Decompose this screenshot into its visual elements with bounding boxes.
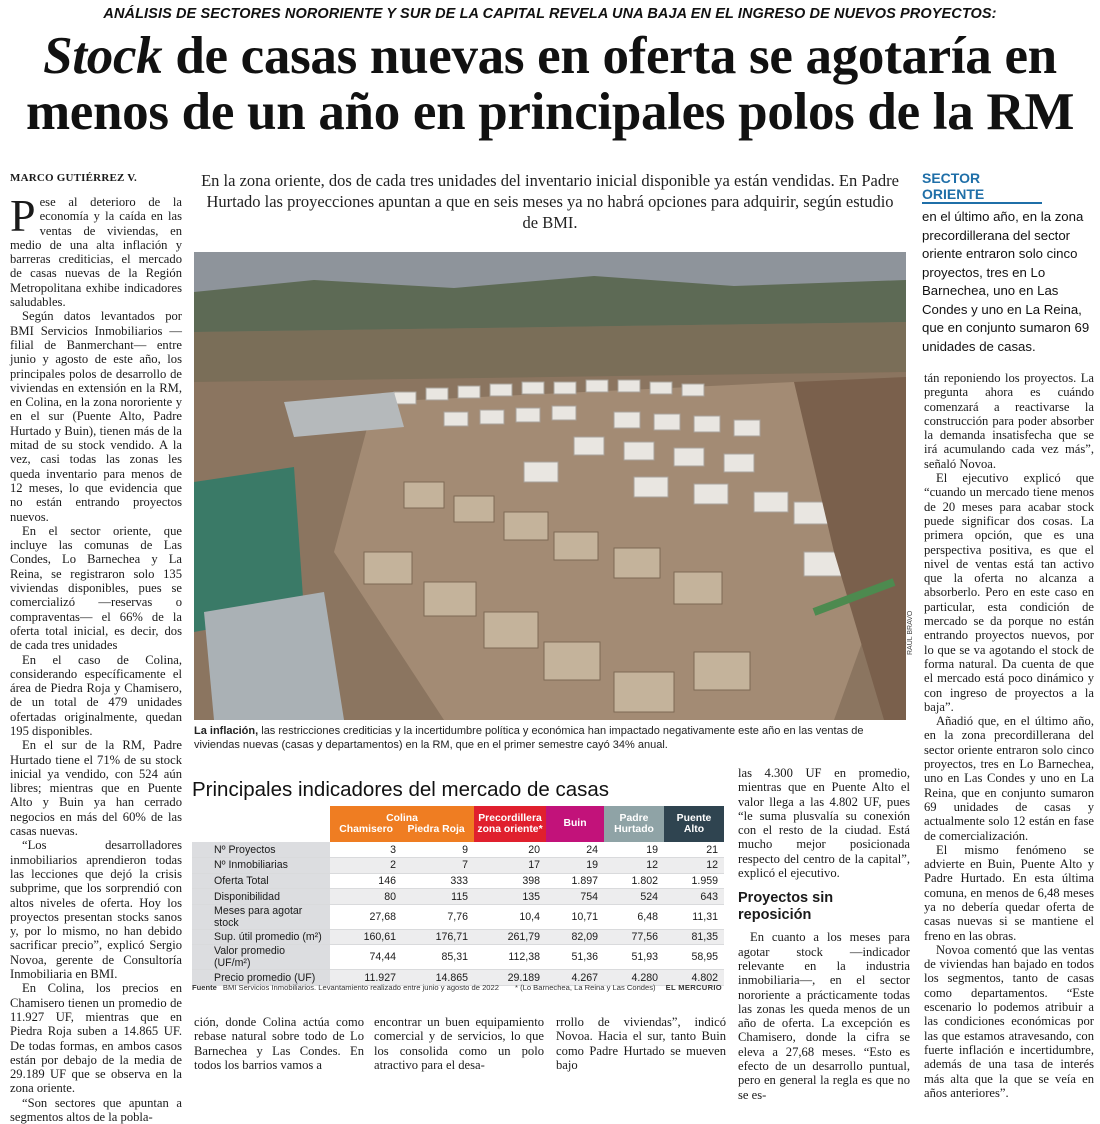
table-cell: 10,71 xyxy=(546,904,604,929)
paragraph: Según datos levantados por BMI Servicios Inmobiliarios —filial de Banmerchant— entre junio y agosto de este año, los principales polos de desarrollo de viviendas en extensión en la RM, en Colina, en la zona nororiente y en el sur (Puente Alto, Padre Hurtado y Buin), tienen más de la mitad de su stock vendido. A la vez, casi todas las zonas les queda inventario para menos de 12 meses, lo que evidencia que no están entrando proyectos nuevos. xyxy=(10,309,182,524)
table-row xyxy=(192,842,724,858)
table-cell: 21 xyxy=(664,842,724,858)
aerial-photo xyxy=(194,252,906,720)
headline xyxy=(0,28,1100,140)
table-cell: 85,31 xyxy=(402,945,474,970)
source-label: Fuente xyxy=(192,983,217,992)
table-cell: 160,61 xyxy=(330,929,402,945)
header-label: Chamisero xyxy=(339,824,393,835)
header-cell xyxy=(330,806,474,842)
bottom-column-c: rrollo de viviendas”, indicó Novoa. Hacia el sur, tanto Buin como Padre Hurtado se mueven bajo xyxy=(556,1015,726,1072)
table-cell: 261,79 xyxy=(474,929,546,945)
table-cell: 2 xyxy=(330,858,402,874)
table-cell: 17 xyxy=(474,858,546,874)
table-source xyxy=(192,983,722,992)
table-cell: 176,71 xyxy=(402,929,474,945)
sidebar-title: SECTOR ORIENTE xyxy=(922,170,1042,204)
paragraph: En el sector oriente, que incluye las comunas de Las Condes, Lo Barnechea y La Reina, se registraron solo 135 viviendas disponibles, pues se comercializó —reservas o compraventas— el 66% de la oferta total inicial, es decir, dos de cada tres unidades xyxy=(10,523,182,653)
table-cell: 12 xyxy=(664,858,724,874)
header-group: Colina xyxy=(386,812,418,824)
table-row xyxy=(192,858,724,874)
table-cell: 398 xyxy=(474,873,546,889)
paragraph: “Son sectores que apuntan a segmentos altos de la pobla- xyxy=(10,1095,182,1124)
table-cell: 51,93 xyxy=(604,945,664,970)
paragraph: El mismo fenómeno se advierte en Buin, Puente Alto y Padre Hurtado. En esta última comuna, en menos de 6,48 meses ya no debería quedar oferta de casas nuevas si se mantiene el freno en las obras. xyxy=(924,842,1094,943)
table-cell: 115 xyxy=(402,889,474,905)
row-label: Disponibilidad xyxy=(192,889,330,905)
table-cell: 14.865 xyxy=(402,970,474,986)
paragraph: Añadió que, en el último año, en la zona precordillerana del sector oriente entraron solo cinco proyectos, tres en Lo Barnechea, uno en Las Condes y uno en La Reina, que en conjunto sumaron 69 unidades de casas y actualmente solo 12 están en fase de comercialización. xyxy=(924,714,1094,843)
table-cell: 112,38 xyxy=(474,945,546,970)
table-cell: 146 xyxy=(330,873,402,889)
sidebar-box xyxy=(922,170,1090,356)
article-column-1 xyxy=(10,190,182,1124)
table-cell: 1.897 xyxy=(546,873,604,889)
table-row xyxy=(192,889,724,905)
table-cell: 29.189 xyxy=(474,970,546,986)
table-cell: 524 xyxy=(604,889,664,905)
table-cell: 27,68 xyxy=(330,904,402,929)
headline-italic: Stock xyxy=(43,27,163,85)
paragraph xyxy=(10,190,182,310)
table-cell: 1.802 xyxy=(604,873,664,889)
paragraph: En el caso de Colina, considerando específicamente el área de Piedra Roja y Chamisero, de un total de 479 unidades ofertadas originalmente, quedan 195 disponibles. xyxy=(10,652,182,738)
row-label: Oferta Total xyxy=(192,873,330,889)
paragraph: En cuanto a los meses para agotar stock —indicador relevante en la industria inmobiliaria—, en el sector nororiente a prácticamente todas las zonas les queda menos de un año de oferta. La excepción es Chamisero, donde la cifra se eleva a 27,68 meses. “Esto es efecto de un desarrollo puntual, pero en general la regla es que no se es- xyxy=(738,930,910,1102)
row-label: Precio promedio (UF) xyxy=(192,970,330,986)
brand: EL MERCURIO xyxy=(665,983,722,992)
table-row xyxy=(192,904,724,929)
table-cell: 81,35 xyxy=(664,929,724,945)
caption-text: las restricciones crediticias y la incertidumbre política y económica han impactado negativamente este año en las ventas de viviendas nuevas (casas y departamentos) en la RM, que en el primer semestre cayó 34% anual. xyxy=(194,725,864,751)
header-cell: Puente Alto xyxy=(664,806,724,842)
table-cell: 7 xyxy=(402,858,474,874)
table-header-row xyxy=(192,806,724,842)
article-column-right xyxy=(924,371,1094,1100)
row-label: Meses para agotar stock xyxy=(192,904,330,929)
table-cell: 19 xyxy=(604,842,664,858)
table-cell: 6,48 xyxy=(604,904,664,929)
paragraph: El ejecutivo explicó que “cuando un mercado tiene menos de 20 meses para acabar stock puede significar dos cosas. La primera opción, que es una perspectiva positiva, es que el nivel de ventas está tan activo que la oferta no alcanza a absorberlo. Pero en este caso en particular, esta condición de mercado se da porque no están entrando proyectos nuevos, por lo que se va agotando el stock de forma natural. Da cuenta de que el mercado está poco dinámico y con ingreso de proyectos a la baja”. xyxy=(924,471,1094,714)
drop-cap: P xyxy=(10,190,36,241)
table-cell: 74,44 xyxy=(330,945,402,970)
photo-credit: RAÚL BRAVO xyxy=(907,610,914,655)
table-cell: 10,4 xyxy=(474,904,546,929)
byline: MARCO GUTIÉRREZ V. xyxy=(10,172,137,184)
table-cell: 77,56 xyxy=(604,929,664,945)
table-title: Principales indicadores del mercado de casas xyxy=(192,778,610,801)
headline-line-2: menos de un año en principales polos de la RM xyxy=(25,83,1075,141)
bottom-column-b: encontrar un buen equipamiento comercial y de servicios, lo que los consolida como un polo atractivo para el desa- xyxy=(374,1015,544,1072)
row-label: Nº Proyectos xyxy=(192,842,330,858)
row-label: Nº Inmobiliarias xyxy=(192,858,330,874)
table-row xyxy=(192,945,724,970)
paragraph: En el sur de la RM, Padre Hurtado tiene el 71% de su stock inicial ya vendido, con 524 aún libres; mientras que en Puente Alto y Buin ya han cerrado negocios en más del 60% de las casas nuevas. xyxy=(10,738,182,839)
article-column-mid xyxy=(738,766,910,1102)
row-label: Sup. útil promedio (m²) xyxy=(192,929,330,945)
table-cell: 4.802 xyxy=(664,970,724,986)
table-cell: 19 xyxy=(546,858,604,874)
table-cell: 4.267 xyxy=(546,970,604,986)
header-sub xyxy=(332,824,472,836)
header-cell: Padre Hurtado xyxy=(604,806,664,842)
table-cell: 11.927 xyxy=(330,970,402,986)
table-cell: 3 xyxy=(330,842,402,858)
row-label: Valor promedio (UF/m²) xyxy=(192,945,330,970)
paragraph: tán reponiendo los proyectos. La pregunta ahora es cuándo comenzará a reactivarse la construcción para poder absorber la demanda insatisfecha que se irá acumulando cada vez más”, señaló Novoa. xyxy=(924,371,1094,471)
paragraph: En Colina, los precios en Chamisero tienen un promedio de 11.927 UF, mientras que en Piedra Roja suben a 14.865 UF. De todas formas, en ambos casos están por debajo de la media de 29.189 UF que se observa en la zona oriente. xyxy=(10,981,182,1096)
headline-line-1-rest: de casas nuevas en oferta se agotaría en xyxy=(162,27,1057,85)
header-label: Piedra Roja xyxy=(407,824,465,835)
table-row xyxy=(192,873,724,889)
sidebar-text: en el último año, en la zona precordillerana del sector oriente entraron solo cinco proyectos, tres en Lo Barnechea, uno en Las Condes y uno en La Reina, que en conjunto sumaron 69 unidades de casas. xyxy=(922,209,1090,354)
header-blank xyxy=(192,806,330,842)
photo-caption xyxy=(194,725,906,752)
caption-bold: La inflación, xyxy=(194,725,259,737)
table-cell: 4.280 xyxy=(604,970,664,986)
table-cell: 20 xyxy=(474,842,546,858)
table-note: * (Lo Barnechea, La Reina y Las Condes) xyxy=(515,983,656,992)
table-cell: 643 xyxy=(664,889,724,905)
table-cell: 754 xyxy=(546,889,604,905)
subheading: Proyectos sin reposición xyxy=(738,890,834,924)
deck-summary: En la zona oriente, dos de cada tres unidades del inventario inicial disponible ya están vendidas. En Padre Hurtado las proyecciones apuntan a que en seis meses ya no habrá opciones para adquirir, según estudio de BMI. xyxy=(201,171,899,232)
table-cell: 333 xyxy=(402,873,474,889)
bottom-column-a: ción, donde Colina actúa como rebase natural sobre todo de Lo Barnechea y Las Condes. En todos los barrios vamos a xyxy=(194,1015,364,1072)
photo-illustration xyxy=(194,252,906,720)
table-cell: 80 xyxy=(330,889,402,905)
paragraph: las 4.300 UF en promedio, mientras que en Puente Alto el valor llega a las 4.802 UF, pues “le suma plusvalía su conexión con el resto de la ciudad. Está mucho mejor posicionada respecto del centro de la capital”, explicó el ejecutivo. xyxy=(738,766,910,881)
paragraph: “Los desarrolladores inmobiliarios aprendieron todas las lecciones que dejó la crisis subprime, que los sorprendió con altos niveles de oferta. Hoy los proyectos presentan stocks sanos y, por lo mismo, no han debido sacrificar precio”, explicó Sergio Novoa, gerente de Consultoría Inmobiliaria en BMI. xyxy=(10,838,182,982)
paragraph-text: ese al deterioro de la economía y la caída en las ventas de viviendas, en medio de una alta inflación y barreras crediticias, el mercado de casas nuevas de la Región Metropolitana exhibe indicadores saludables. xyxy=(10,195,182,310)
table-cell: 7,76 xyxy=(402,904,474,929)
header-cell: Precordillera zona oriente* xyxy=(474,806,546,842)
table-cell: 1.959 xyxy=(664,873,724,889)
table-cell: 82,09 xyxy=(546,929,604,945)
table-cell: 51,36 xyxy=(546,945,604,970)
source-text: BMI Servicios Inmobiliarios. Levantamiento realizado entre junio y agosto de 2022 xyxy=(222,983,499,992)
table-cell: 58,95 xyxy=(664,945,724,970)
paragraph: Novoa comentó que las ventas de viviendas han bajado en todos los segmentos, tanto de casas como departamentos. “Este escenario lo podemos atribuir a las condiciones económicas por las que estamos atravesando, con fuerte inflación e incertidumbre, además de una tasa de interés más alta que la que se veía en años anteriores”. xyxy=(924,942,1094,1100)
table-cell: 9 xyxy=(402,842,474,858)
indicators-table xyxy=(192,806,724,986)
table-cell: 11,31 xyxy=(664,904,724,929)
kicker: ANÁLISIS DE SECTORES NORORIENTE Y SUR DE LA CAPITAL REVELA UNA BAJA EN EL INGRESO DE NUEVOS PROYECTOS: xyxy=(103,6,997,22)
table-cell: 24 xyxy=(546,842,604,858)
table-cell: 135 xyxy=(474,889,546,905)
header-cell: Buin xyxy=(546,806,604,842)
table-cell: 12 xyxy=(604,858,664,874)
headline-line-1 xyxy=(0,28,1100,84)
table-row xyxy=(192,929,724,945)
